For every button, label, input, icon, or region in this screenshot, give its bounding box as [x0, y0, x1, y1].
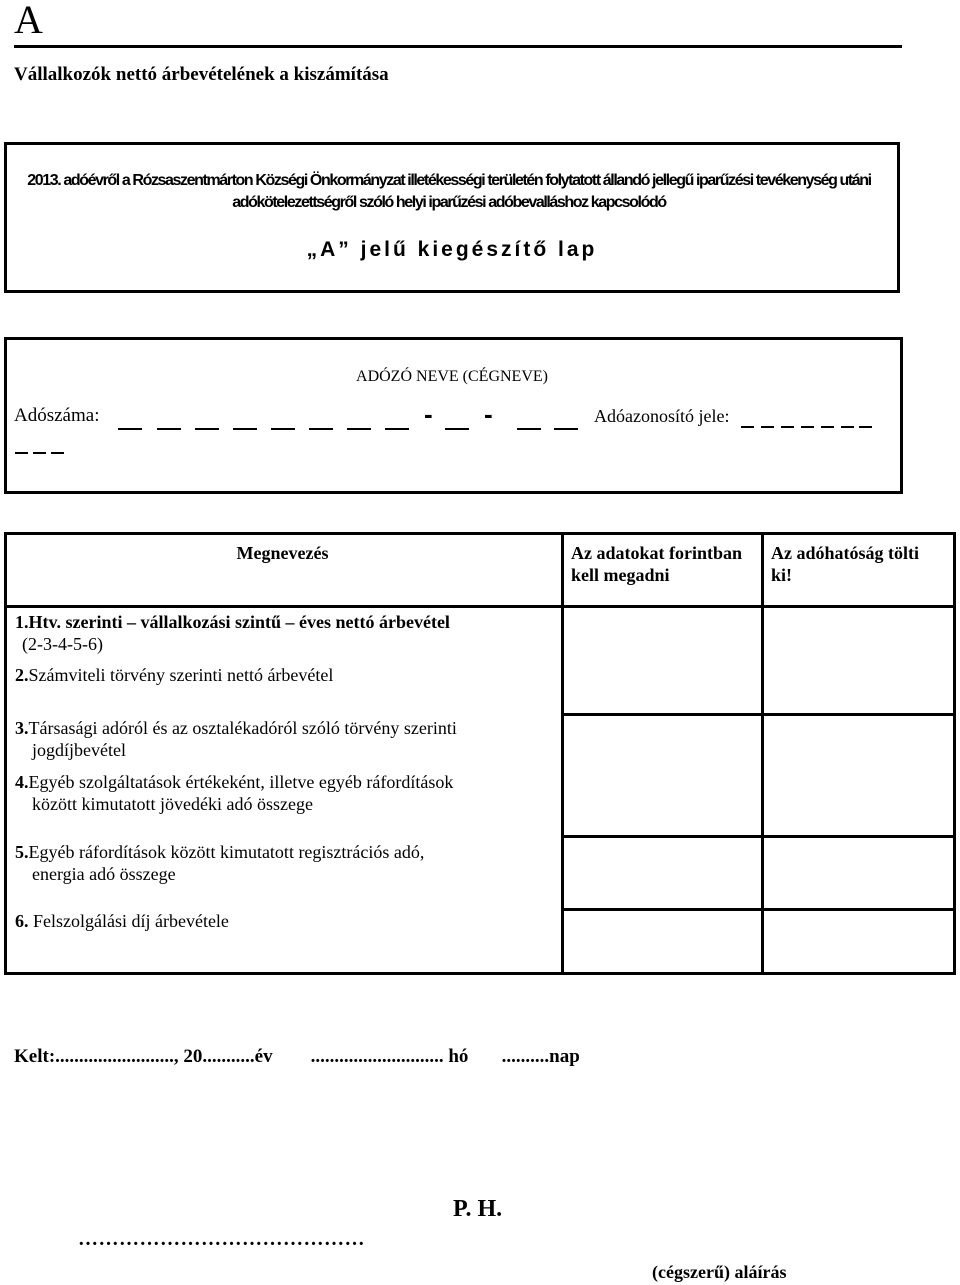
tax-id-slot[interactable]: [761, 426, 774, 428]
tax-id-label: Adóazonosító jele:: [594, 406, 730, 426]
taxpayer-name-label: ADÓZÓ NEVE (CÉGNEVE): [356, 368, 548, 385]
tax-number-slot[interactable]: [309, 428, 333, 430]
row-label: Társasági adóról és az osztalékadóról szóló törvény szerinti: [28, 718, 457, 738]
tax-number-slot[interactable]: [554, 428, 578, 430]
header-subtitle: [4, 238, 900, 262]
tax-id-slot[interactable]: [859, 426, 872, 428]
row-label: Számviteli törvény szerinti nettó árbevétel: [28, 665, 334, 685]
tax-id-slot[interactable]: [841, 426, 854, 428]
row-number: 3.: [15, 718, 29, 738]
tax-number-slot[interactable]: [157, 428, 181, 430]
tax-number-dash: -: [484, 399, 493, 429]
column-header-authority: Az adóhatóság tölti ki!: [771, 543, 919, 585]
tax-id-slot[interactable]: [801, 426, 814, 428]
subtitle-text: jelű kiegészítő lap: [360, 238, 598, 261]
amount-input-cell[interactable]: [564, 838, 761, 908]
table-row: [15, 611, 555, 655]
top-rule: [14, 45, 902, 48]
tax-id-slot[interactable]: [741, 426, 754, 428]
form-letter: A: [14, 0, 43, 42]
tax-number-slot[interactable]: [517, 428, 541, 430]
table-row: [15, 841, 555, 885]
tax-number-dash: -: [424, 399, 433, 429]
amount-input-cell[interactable]: [564, 716, 761, 835]
column-header-amount: Az adatokat forintban kell megadni: [571, 543, 743, 585]
tax-number-label: Adószáma:: [14, 405, 100, 426]
tax-id-slot[interactable]: [51, 452, 64, 454]
row-number: 1.: [15, 612, 29, 632]
tax-id-slot[interactable]: [33, 452, 46, 454]
tax-id-slot[interactable]: [821, 426, 834, 428]
row-label-continued: között kimutatott jövedéki adó összege: [32, 794, 313, 814]
signature-line[interactable]: ……………………………………: [78, 1228, 365, 1250]
tax-id-slot[interactable]: [15, 452, 28, 454]
row-number: 4.: [15, 772, 29, 792]
subtitle-mark: „A”: [306, 238, 352, 261]
row-label: Egyéb szolgáltatások értékeként, illetve egyéb ráfordítások: [28, 772, 454, 792]
tax-number-slot[interactable]: [347, 428, 371, 430]
row-label-continued: energia adó összege: [32, 864, 176, 884]
column-header-name: Megnevezés: [236, 543, 329, 563]
row-label: Felszolgálási díj árbevétele: [28, 911, 229, 931]
row-number: 2.: [15, 665, 29, 685]
date-line[interactable]: Kelt:........................., 20...........év ............................ hó ..........nap: [14, 1046, 580, 1067]
tax-id-slot[interactable]: [781, 426, 794, 428]
row-label-continued: jogdíjbevétel: [32, 740, 126, 760]
tax-number-slot[interactable]: [445, 428, 469, 430]
header-description: 2013. adóévről a Rózsaszentmárton Községi Önkormányzat illetékességi területén folytatott állandó jellegű iparűzési tevékenység utáni adókötelezettségről szóló helyi iparűzési adóbevalláshoz kapcsolódó: [27, 172, 871, 211]
row-number: 6.: [15, 911, 29, 931]
taxpayer-box: [4, 337, 903, 494]
amount-input-cell[interactable]: [564, 911, 761, 972]
row-label: Htv. szerinti – vállalkozási szintű – éves nettó árbevétel: [28, 612, 450, 632]
tax-number-slot[interactable]: [233, 428, 257, 430]
document-title: Vállalkozók nettó árbevételének a kiszámítása: [14, 64, 389, 85]
row-label: Egyéb ráfordítások között kimutatott regisztrációs adó,: [28, 842, 425, 862]
table-row: [15, 717, 555, 761]
tax-number-slot[interactable]: [118, 428, 142, 430]
signature-label: (cégszerű) aláírás: [652, 1262, 787, 1282]
table-row: [15, 910, 555, 932]
tax-number-slot[interactable]: [195, 428, 219, 430]
row-number: 5.: [15, 842, 29, 862]
header-box: [4, 142, 900, 293]
stamp-placeholder: P. H.: [453, 1196, 503, 1222]
tax-number-slot[interactable]: [271, 428, 295, 430]
table-row: [15, 771, 555, 815]
row-label-continued: (2-3-4-5-6): [22, 634, 103, 654]
amount-input-cell[interactable]: [564, 608, 761, 713]
tax-number-slot[interactable]: [385, 428, 409, 430]
table-row: [15, 664, 555, 686]
table-header-divider: [4, 605, 956, 608]
